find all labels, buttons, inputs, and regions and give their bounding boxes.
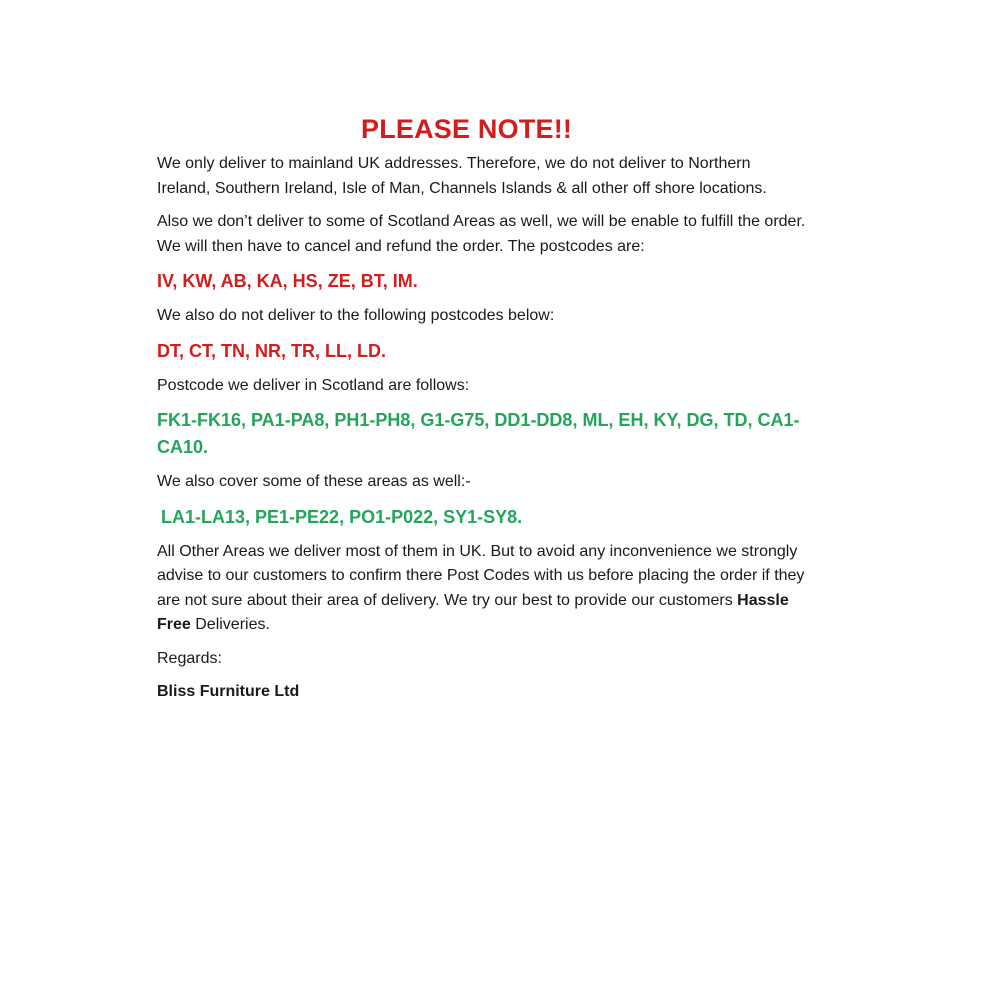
delivery-notice bbox=[157, 110, 807, 705]
other-areas-paragraph bbox=[157, 540, 807, 638]
excluded-scotland-postcodes: IV, KW, AB, KA, HS, ZE, BT, IM. bbox=[157, 271, 418, 291]
other-areas-ending: Deliveries. bbox=[190, 616, 270, 633]
other-areas-text: All Other Areas we deliver most of them in UK. But to avoid any inconvenience we strongly advise to our customers to confirm there Post Codes with us before placing the order if they are not sure about their area of delivery. We try our best to provide our customers bbox=[157, 542, 805, 609]
scotland-exclusion-paragraph: Also we don’t deliver to some of Scotland Areas as well, we will be enable to fulfill the order. We will then have to cancel and refund the order. The postcodes are: bbox=[157, 213, 806, 255]
other-exclusion-paragraph: We also do not deliver to the following postcodes below: bbox=[157, 307, 555, 324]
regards-line: Regards: bbox=[157, 649, 222, 667]
scotland-delivery-postcodes: FK1-FK16, PA1-PA8, PH1-PH8, G1-G75, DD1-DD8, ML, EH, KY, DG, TD, CA1-CA10. bbox=[157, 410, 800, 457]
also-cover-paragraph: We also cover some of these areas as well:- bbox=[157, 473, 471, 490]
also-cover-postcodes: LA1-LA13, PE1-PE22, PO1-P022, SY1-SY8. bbox=[161, 506, 523, 527]
notice-title: PLEASE NOTE!! bbox=[361, 114, 573, 144]
hassle-free-emphasis: Hassle Free bbox=[157, 591, 789, 633]
scotland-delivery-paragraph: Postcode we deliver in Scotland are follows: bbox=[157, 376, 470, 394]
excluded-other-postcodes: DT, CT, TN, NR, TR, LL, LD. bbox=[157, 340, 386, 361]
company-signature: Bliss Furniture Ltd bbox=[157, 683, 300, 700]
mainland-only-paragraph: We only deliver to mainland UK addresses. Therefore, we do not deliver to Northern Ireland, Southern Ireland, Isle of Man, Channels Islands & all other off shore locations. bbox=[157, 155, 767, 197]
